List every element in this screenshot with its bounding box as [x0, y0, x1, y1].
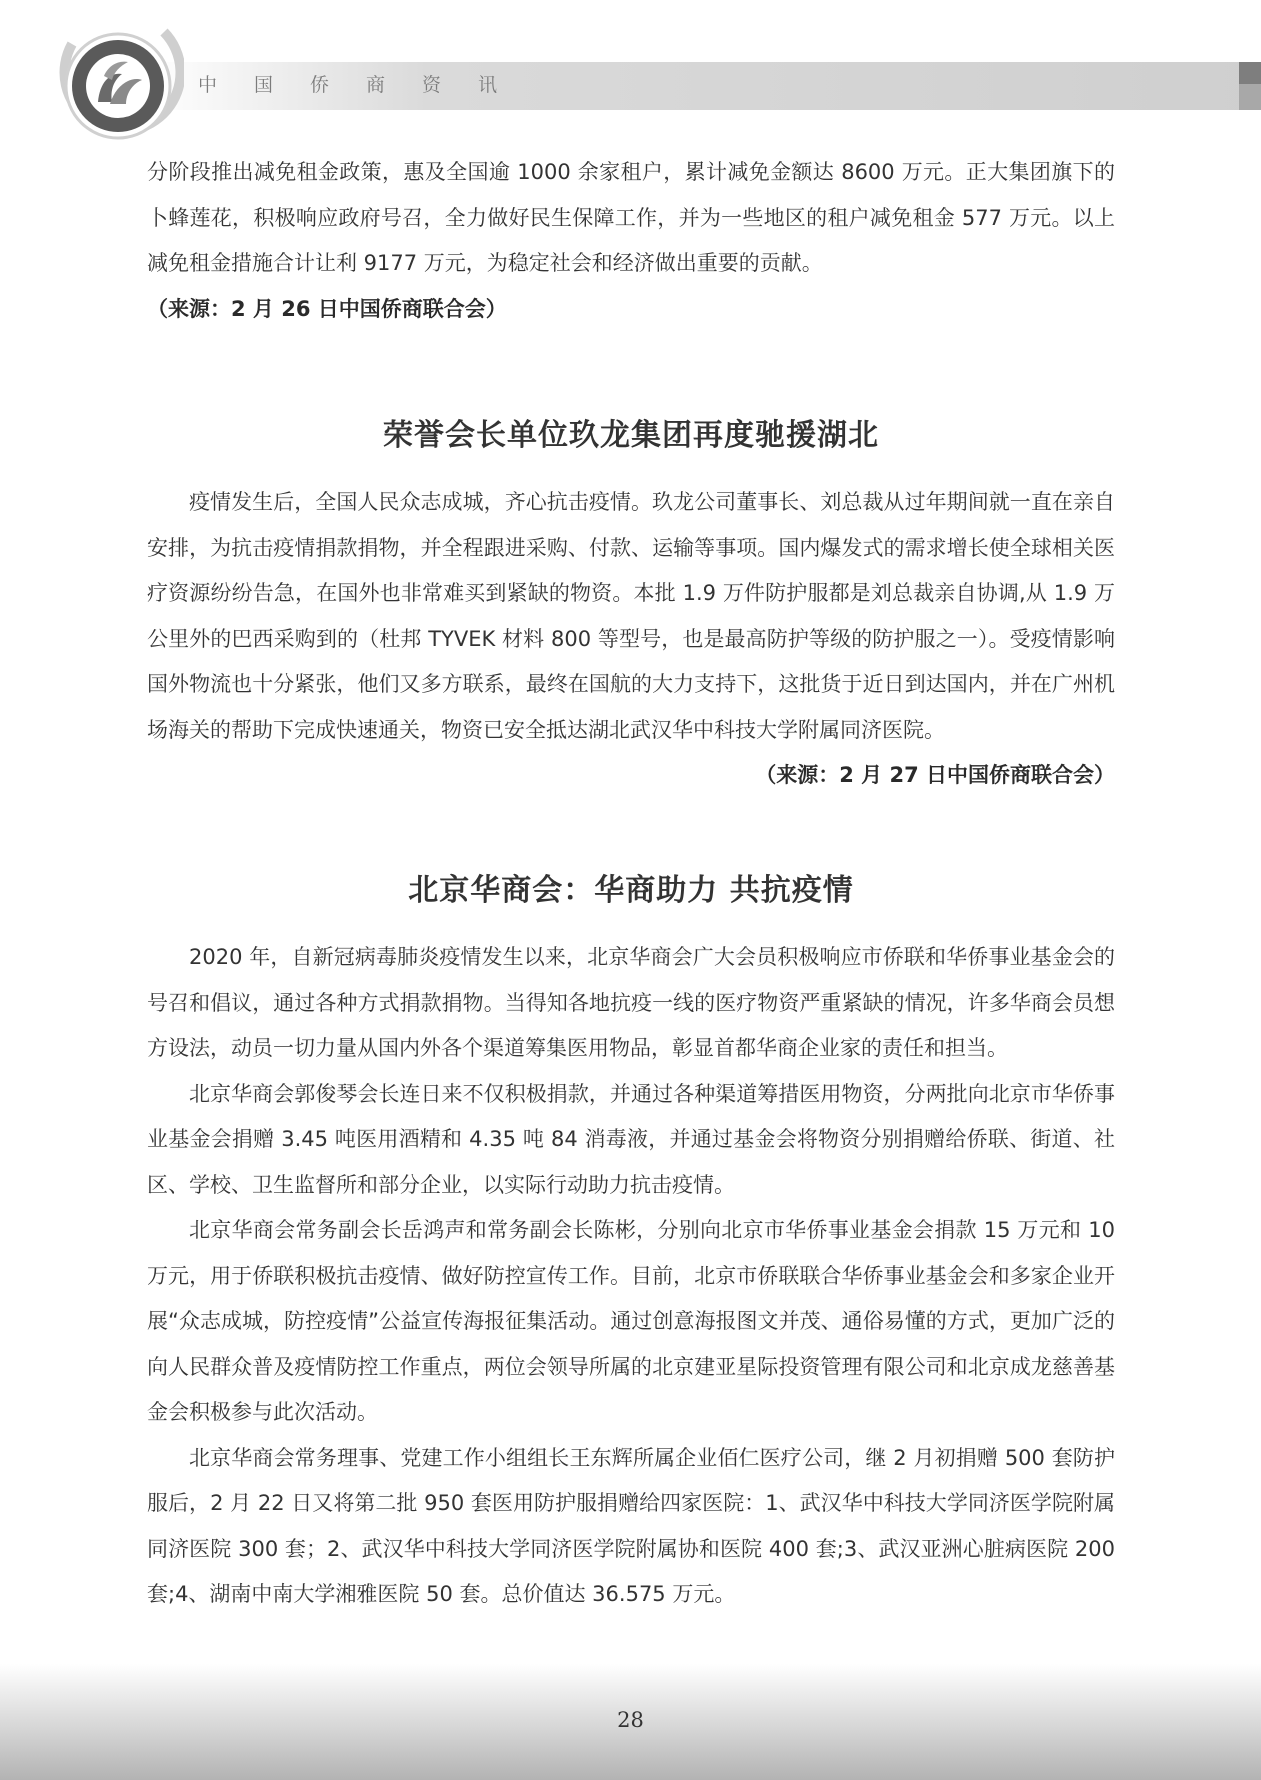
- intro-paragraph: 分阶段推出减免租金政策，惠及全国逾 1000 余家租户，累计减免金额达 8600 万元。正大集团旗下的卜蜂莲花，积极响应政府号召，全力做好民生保障工作，并为一些地区的租户减免租金 577 万元。以上减免租金措施合计让利 9177 万元，为稳定社会和经济做出重要的贡献。: [147, 160, 1115, 275]
- article2-paragraph-2: 北京华商会郭俊琴会长连日来不仅积极捐款，并通过各种渠道筹措医用物资，分两批向北京市华侨事业基金会捐赠 3.45 吨医用酒精和 4.35 吨 84 消毒液，并通过基金会将物资分别捐赠给侨联、街道、社区、学校、卫生监督所和部分企业，以实际行动助力抗击疫情。: [147, 1081, 1115, 1197]
- intro-section: [147, 150, 1115, 332]
- article2-paragraph-4: 北京华商会常务理事、党建工作小组组长王东辉所属企业佰仁医疗公司，继 2 月初捐赠 500 套防护服后，2 月 22 日又将第二批 950 套医用防护服捐赠给四家医院：1、武汉华中科技大学同济医学院附属同济医院 300 套；2、武汉华中科技大学同济医学院附属协和医院 400 套;3、武汉亚洲心脏病医院 200 套;4、湖南中南大学湘雅医院 50 套。总价值达 36.575 万元。: [147, 1445, 1115, 1606]
- article2-paragraph-3: 北京华商会常务副会长岳鸿声和常务副会长陈彬，分别向北京市华侨事业基金会捐款 15 万元和 10 万元，用于侨联积极抗击疫情、做好防控宣传工作。目前，北京市侨联联合华侨事业基金会和多家企业开展“众志成城，防控疫情”公益宣传海报征集活动。通过创意海报图文并茂、通俗易懂的方式，更加广泛的向人民群众普及疫情防控工作重点，两位会领导所属的北京建亚星际投资管理有限公司和北京成龙慈善基金会积极参与此次活动。: [147, 1218, 1115, 1424]
- article1-paragraph: [147, 480, 1115, 787]
- article2-title: 北京华商会：华商助力 共抗疫情: [408, 873, 854, 908]
- header-tab-edge-top: [1239, 62, 1261, 84]
- article1-source: （来源：2 月 27 日中国侨商联合会）: [755, 763, 1115, 787]
- article1-paragraph-text: 疫情发生后，全国人民众志成城，齐心抗击疫情。玖龙公司董事长、刘总裁从过年期间就一直在亲自安排，为抗击疫情捐款捐物，并全程跟进采购、付款、运输等事项。国内爆发式的需求增长使全球相关医疗资源纷纷告急，在国外也非常难买到紧缺的物资。本批 1.9 万件防护服都是刘总裁亲自协调,从 1.9 万公里外的巴西采购到的（杜邦 TYVEK 材料 800 等型号，也是最高防护等级的防护服之一）。受疫情影响国外物流也十分紧张，他们又多方联系，最终在国航的大力支持下，这批货于近日到达国内，并在广州机场海关的帮助下完成快速通关，物资已安全抵达湖北武汉华中科技大学附属同济医院。: [147, 490, 1115, 742]
- federation-logo: [52, 14, 184, 146]
- article2-body: [147, 935, 1115, 1618]
- article1-title: 荣誉会长单位玖龙集团再度驰援湖北: [383, 418, 879, 453]
- intro-source: （来源：2 月 26 日中国侨商联合会）: [147, 296, 507, 321]
- header-title: 中国侨商资讯: [198, 74, 535, 96]
- article1-body: [147, 480, 1115, 799]
- article2-paragraph-1: 2020 年，自新冠病毒肺炎疫情发生以来，北京华商会广大会员积极响应市侨联和华侨事业基金会的号召和倡议，通过各种方式捐款捐物。当得知各地抗疫一线的医疗物资严重紧缺的情况，许多华商会员想方设法，动员一切力量从国内外各个渠道筹集医用物品，彰显首都华商企业家的责任和担当。: [147, 945, 1115, 1060]
- page-number: 28: [617, 1708, 644, 1732]
